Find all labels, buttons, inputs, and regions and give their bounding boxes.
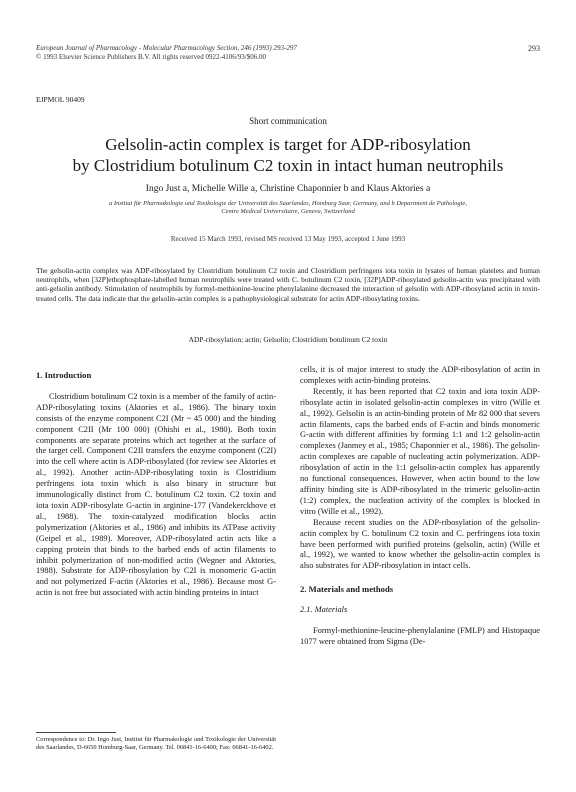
article-title — [30, 134, 546, 176]
article-code: EJPMOL 90409 — [36, 95, 85, 104]
affiliation-line-2: Centre Medical Universitaire, Geneva, Switzerland — [221, 208, 355, 215]
title-line-1: Gelsolin-actin complex is target for ADP-ribosylation — [105, 135, 471, 154]
right-paragraph-2: Recently, it has been reported that C2 toxin and iota toxin ADP-ribosylate actin in isolated gelsolin-actin complexes in vitro (Wille et al., 1992). Gelsolin is an actin-binding protein of Mr 82 000 that severs actin filaments, caps the barbed ends of F-actin and binds monomeric G-actin with different affinities by forming 1:1 and 1:2 gelsolin-actin complexes (Janmey et al., 1985; Chaponnier et al., 1986). The gelsolin-actin complexes are capable of nucleating actin polymerization. ADP-ribosylation of actin in the 1:1 gelsolin-actin complex has apparently no functional consequences. However, when actin bound to the low affinity binding site is ADP-ribosylated in the trimeric gelsolin-actin (1:2) complex, the nucleation activity of the complex is blocked in vitro (Wille et al., 1992). — [300, 386, 540, 516]
copyright-line: © 1993 Elsevier Science Publishers B.V. All rights reserved 0922-4106/93/$06.00 — [36, 53, 266, 61]
section-heading-introduction: 1. Introduction — [36, 370, 92, 380]
right-paragraph-3: Because recent studies on the ADP-ribosylation of the gelsolin-actin complex by C. botulinum C2 toxin and C. perfringens iota toxin have been performed with purified proteins (gelsolin, actin) (Wille et al., 1992), we wanted to know whether the gelsolin-actin complex is also substrates for ADP-ribosylation in intact cells. — [300, 517, 540, 571]
article-type: Short communication — [249, 116, 327, 126]
page-number: 293 — [528, 44, 540, 53]
correspondence-footnote: Correspondence to: Dr. Ingo Just, Institut für Pharmakologie und Toxikologie der Universität des Saarlandes, D-6650 Homburg-Saar, Germany. Tel. 06841-16-6400; Fax: 06841-16-6402. — [36, 736, 276, 751]
subsection-heading-materials: 2.1. Materials — [300, 605, 348, 615]
intro-paragraph: Clostridium botulinum C2 toxin is a member of the family of actin-ADP-ribosylating toxins (Aktories et al., 1986). The binary toxin consists of the enzyme component C2I (Mr ~ 45 000) and the binding component C2II (Mr 100 000) (Ohishi et al., 1980). Both toxin components are separate proteins which act together at the surface of the target cell. Component C2II transfers the enzyme component (C2I) into the cell where actin is ADP-ribosylated (for review see Aktories et al., 1992). Another actin-ADP-ribosylating toxin is Clostridium perfringens iota toxin which is also binary in structure but immunologically distinct from C. botulinum C2 toxin. C2 toxin and iota toxin ADP-ribosylate G-actin in arginine-177 (Vandekerckhove et al., 1988). The toxin-catalyzed modification blocks actin polymerization (Aktories et al., 1986) and inhibits its ATPase activity (Geipel et al., 1989). Moreover, ADP-ribosylated actin acts like a capping protein that binds to the barbed ends of actin filaments to inhibit polymerization of non-modified actin (Wegner and Aktories, 1988). Substrate for ADP-ribosylation by C2I is monomeric G-actin and not polymerized F-actin (Aktories et al., 1986). Because most G-actin is not free but associated with actin binding proteins in intact — [36, 391, 276, 598]
right-column — [300, 365, 540, 648]
affiliations — [36, 200, 540, 216]
authors: Ingo Just a, Michelle Wille a, Christine Chaponnier b and Klaus Aktories a — [145, 184, 431, 194]
affiliation-line-1: a Institut für Pharmakologie und Toxikologie der Universität des Saarlandes, Homburg Saar, Germany, and b Department de Pathologie, — [109, 200, 467, 207]
journal-line: European Journal of Pharmacology - Molecular Pharmacology Section, 246 (1993) 293-297 — [36, 44, 297, 52]
keywords: ADP-ribosylation; actin; Gelsolin; Clostridium botulinum C2 toxin — [188, 335, 388, 344]
title-line-2: by Clostridium botulinum C2 toxin in intact human neutrophils — [72, 156, 504, 175]
right-paragraph-1: cells, it is of major interest to study the ADP-ribosylation of actin in complexes with actin-binding proteins. — [300, 365, 540, 385]
left-column — [36, 370, 276, 599]
materials-paragraph: Formyl-methionine-leucine-phenylalanine (FMLP) and Histopaque 1077 were obtained from Sigma (De- — [300, 626, 540, 646]
footnote-rule — [36, 732, 116, 733]
section-heading-methods: 2. Materials and methods — [300, 584, 394, 595]
received-dates: Received 15 March 1993, revised MS received 13 May 1993, accepted 1 June 1993 — [170, 235, 406, 243]
abstract: The gelsolin-actin complex was ADP-ribosylated by Clostridium botulinum C2 toxin and Clostridium perfringens iota toxin in lysates of human platelets and human neutrophils, when [32P]ethophosphate-labelled human neutrophils were treated with C. botulinum C2 toxin, [32P]ADP-ribosylated gelsolin-actin was precipitated with anti-gelsolin antibody. Stimulation of neutrophils by formyl-methionine-leucine phenylalanine decreased the interaction of gelsolin with ADP-ribosylated actin in toxin-treated cells. The data indicate that the gelsolin-actin complex is a pathophysiological substrate for actin ADP-ribosylating toxins. — [36, 266, 540, 303]
